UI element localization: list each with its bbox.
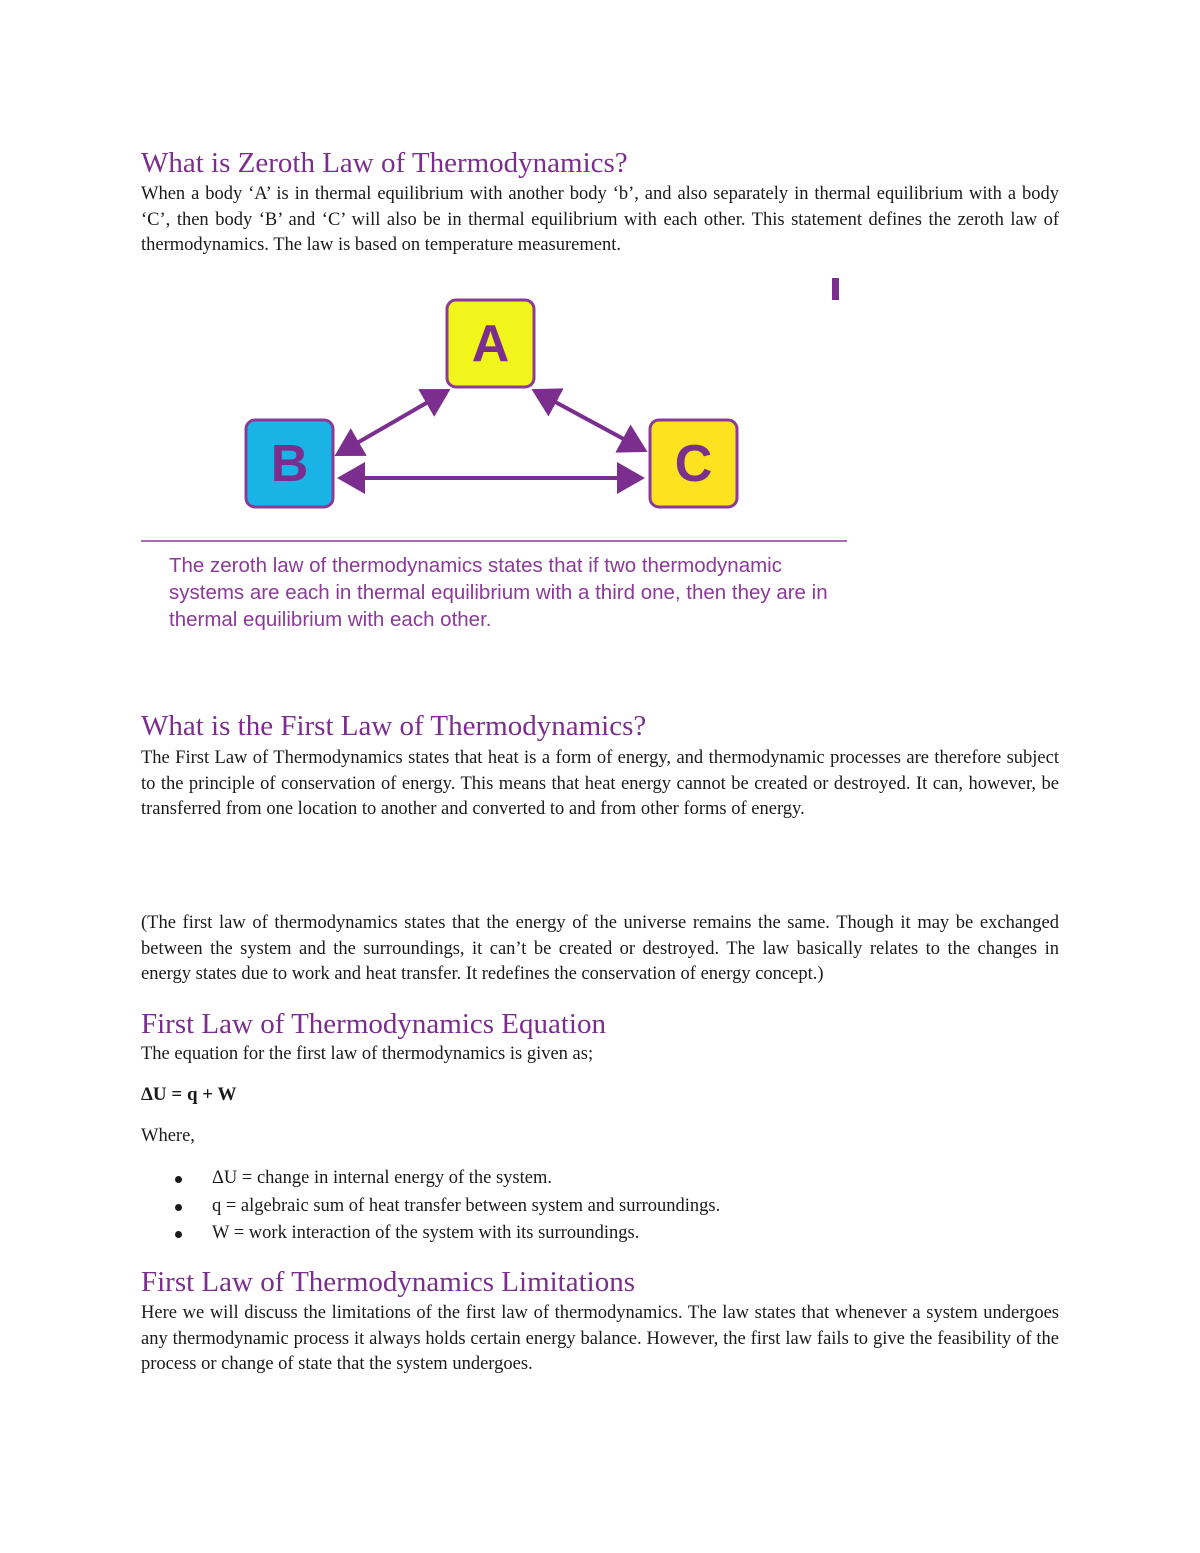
bullet-icon [175,1231,182,1238]
arrow-a-b [338,391,447,454]
list-item [141,1193,720,1221]
box-b [246,420,333,507]
bullet-icon [175,1204,182,1211]
term-q: q = algebraic sum of heat transfer between system and surroundings. [212,1195,721,1216]
box-a-label: A [471,315,510,373]
box-c-label: C [674,435,713,493]
zeroth-law-figure [141,278,849,643]
bullet-icon [175,1176,182,1183]
equilibrium-diagram [141,278,849,548]
first-law-equation: ΔU = q + W [141,1084,237,1105]
first-law-paragraph: The First Law of Thermodynamics states that heat is a form of energy, and thermodynamic processes are therefore subject to the principle of conservation of energy. This means that heat energy cannot be created or destroyed. It can, however, be transferred from one location to another and converted to and from other forms of energy. [141,748,1059,819]
box-c [650,420,737,507]
where-label: Where, [141,1126,195,1146]
term-w: W = work interaction of the system with its surroundings. [212,1223,640,1243]
equation-heading: First Law of Thermodynamics Equation [141,1008,606,1040]
figure-caption: The zeroth law of thermodynamics states that if two thermodynamic systems are each in thermal equilibrium with a third one, then they are in thermal equilibrium with each other. [169,554,828,631]
zeroth-law-heading: What is Zeroth Law of Thermodynamics? [141,147,628,179]
list-item [141,1220,720,1248]
corner-mark [832,278,839,300]
limitations-heading: First Law of Thermodynamics Limitations [141,1266,636,1298]
box-a [447,300,534,387]
list-item [141,1165,720,1193]
arrow-a-c [535,391,644,450]
equation-terms-list [141,1165,720,1248]
equation-intro: The equation for the first law of thermodynamics is given as; [141,1044,594,1064]
zeroth-law-paragraph: When a body ‘A’ is in thermal equilibrium with another body ‘b’, and also separately in thermal equilibrium with a body ‘C’, then body ‘B’ and ‘C’ will also be in thermal equilibrium with each other. This statement defines the zeroth law of thermodynamics. The law is based on temperature measurement. [141,184,1059,255]
term-delta-u: ΔU = change in internal energy of the system. [212,1168,552,1188]
limitations-paragraph: Here we will discuss the limitations of the first law of thermodynamics. The law states that whenever a system undergoes any thermodynamic process it always holds certain energy balance. However, the first law fails to give the feasibility of the process or change of state that the system undergoes. [141,1303,1059,1374]
first-law-note-paragraph: (The first law of thermodynamics states that the energy of the universe remains the same. Though it may be exchanged between the system and the surroundings, it can’t be created or destroyed. The law basically relates to the changes in energy states due to work and heat transfer. It redefines the conservation of energy concept.) [141,913,1059,984]
first-law-heading: What is the First Law of Thermodynamics? [141,710,647,742]
box-b-label: B [270,435,309,493]
